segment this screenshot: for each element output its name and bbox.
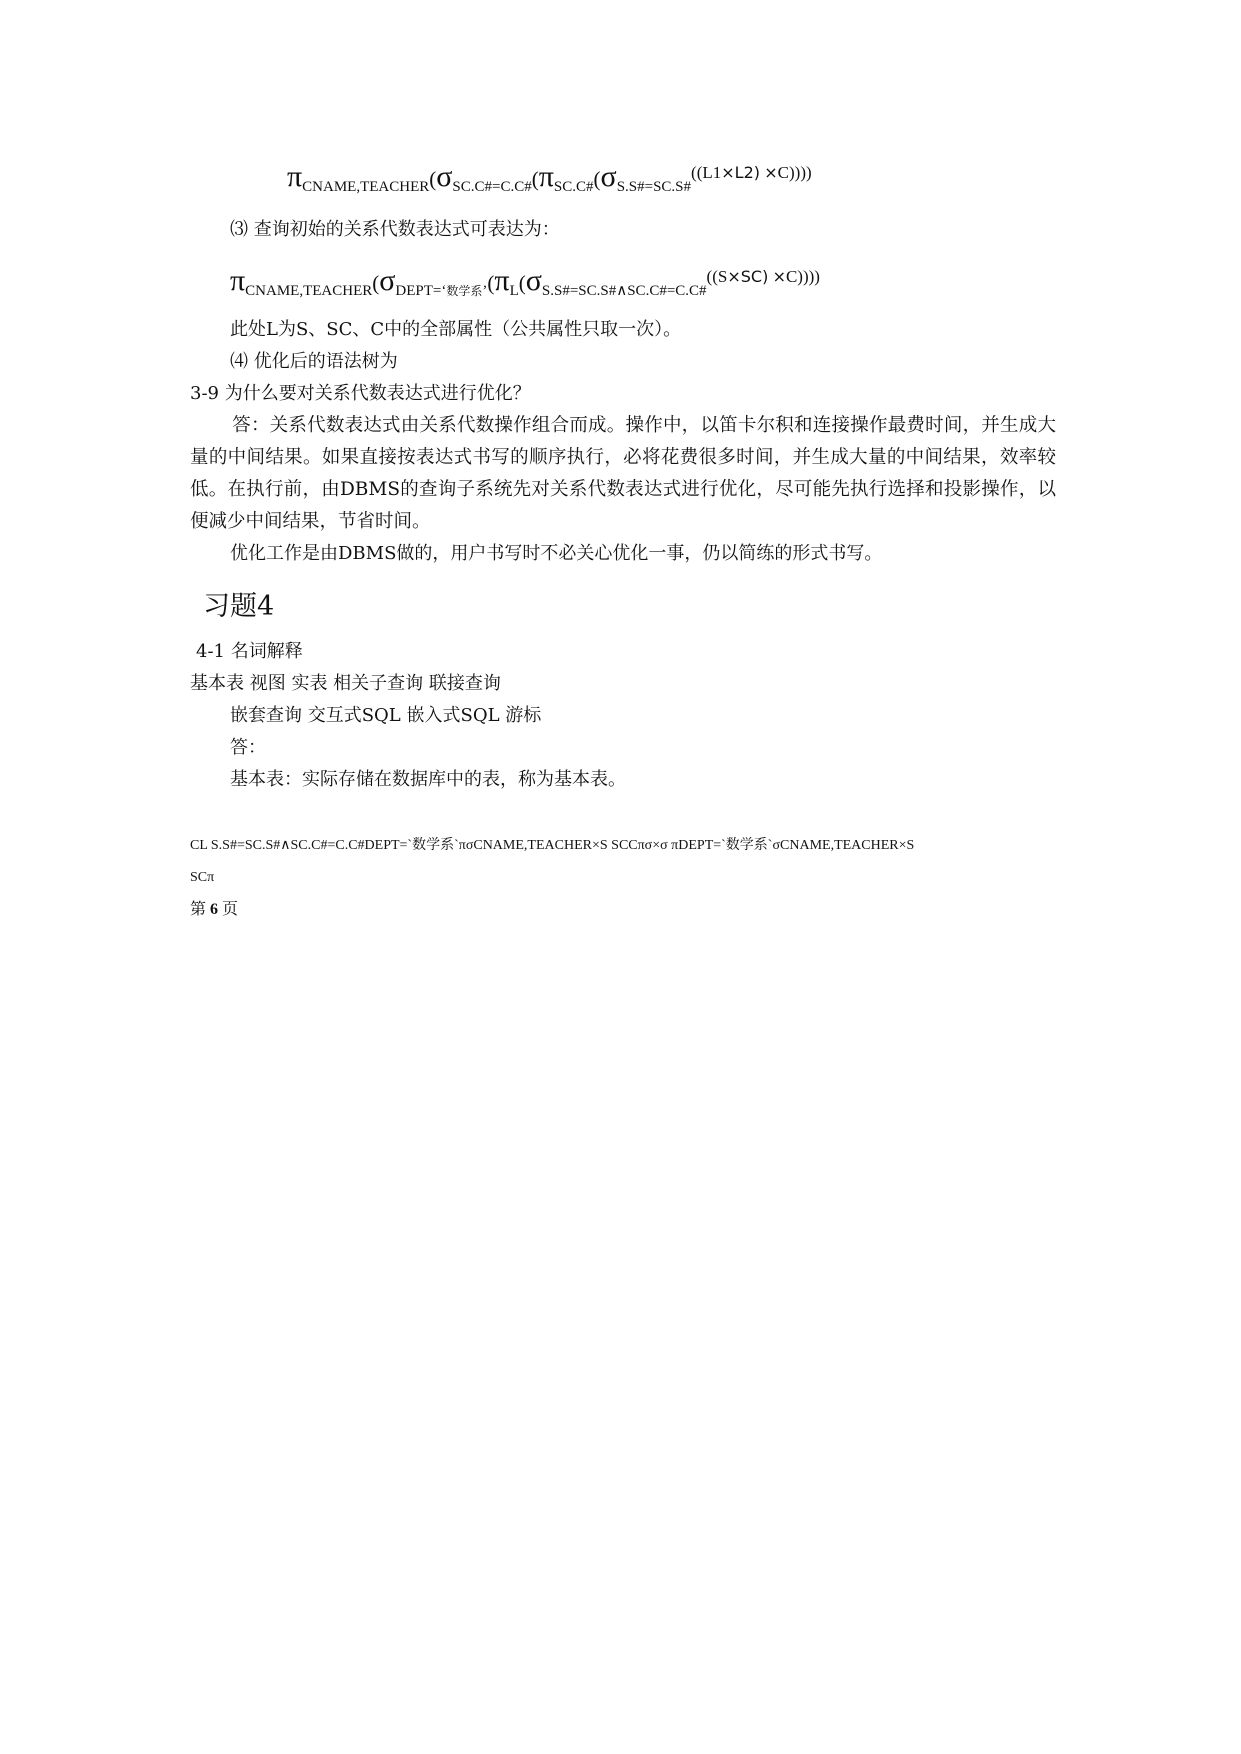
- pi-symbol: π: [494, 264, 510, 297]
- section-heading-exercise-4: 习题4: [203, 591, 275, 622]
- pi-symbol: π: [230, 264, 246, 297]
- formula-operand: ((S×SC) ×C)))): [706, 267, 820, 286]
- projection-attributes: CNAME,TEACHER: [302, 179, 430, 195]
- terms-list-2: 嵌套查询 交互式SQL 嵌入式SQL 游标: [230, 705, 542, 726]
- page-prefix: 第: [190, 901, 207, 918]
- selection-condition: SC.C#=C.C#: [452, 179, 532, 195]
- item-3-text: ⑶ 查询初始的关系代数表达式可表达为：: [230, 219, 560, 240]
- paren: (: [429, 167, 437, 191]
- pi-symbol: π: [538, 160, 554, 193]
- answer-3-9-paragraph-2: 优化工作是由DBMS做的，用户书写时不必关心优化一事，仍以简练的形式书写。: [230, 543, 883, 564]
- formula-projection-optimized: [287, 162, 812, 195]
- footer-formula-residue-2: SCπ: [190, 870, 215, 885]
- page-number: [190, 896, 238, 924]
- pi-symbol: π: [287, 160, 303, 193]
- projection-attributes: SC.C#: [553, 179, 594, 195]
- answer-3-9-text-1: 答：关系代数表达式由关系代数操作组合而成。操作中，以笛卡尔积和连接操作最费时间，并生成大量的中间结果。如果直接按表达式书写的顺序执行，必将花费很多时间，并生成大量的中间结果，效率较低。在执行前，由DBMS的查询子系统先对关系代数表达式进行优化，尽可能先执行选择和投影操作，以便减少中间结果，节省时间。: [190, 415, 1056, 532]
- terms-list-1: 基本表 视图 实表 相关子查询 联接查询: [190, 673, 501, 694]
- item-4-text: ⑷ 优化后的语法树为: [230, 351, 398, 372]
- footer-formula-residue: CL S.S#=SC.S#∧SC.C#=C.C#DEPT=`数学系`πσCNAME,TEACHER×S SCCπσ×σ πDEPT=`数学系`σCNAME,TEACHER×S: [190, 838, 915, 853]
- paren: (: [372, 271, 380, 295]
- paren: (: [593, 167, 601, 191]
- answer-label: 答：: [230, 737, 266, 758]
- paren: (: [531, 167, 539, 191]
- selection-condition: DEPT=‘数学系’: [395, 283, 488, 299]
- projection-attributes: L: [509, 283, 519, 299]
- page-suffix: 页: [222, 901, 239, 918]
- projection-attributes: CNAME,TEACHER: [245, 283, 373, 299]
- sigma-symbol: σ: [525, 264, 542, 297]
- selection-condition: S.S#=SC.S#∧SC.C#=C.C#: [541, 283, 707, 299]
- definition-base-table: 基本表：实际存储在数据库中的表，称为基本表。: [230, 769, 626, 790]
- paren: (: [518, 271, 526, 295]
- answer-3-9-paragraph-1: [190, 410, 1056, 538]
- sigma-symbol: σ: [379, 264, 396, 297]
- note-l-attributes: 此处L为S、SC、C中的全部属性（公共属性只取一次）。: [230, 319, 682, 340]
- formula-projection-initial: [230, 266, 820, 299]
- question-3-9: 3-9 为什么要对关系代数表达式进行优化？: [190, 383, 531, 404]
- sigma-symbol: σ: [600, 160, 617, 193]
- page-number-value: 6: [210, 901, 219, 918]
- formula-operand: ((L1×L2) ×C)))): [691, 163, 812, 182]
- selection-condition: S.S#=SC.S#: [616, 179, 692, 195]
- sigma-symbol: σ: [436, 160, 453, 193]
- question-4-1: 4-1 名词解释: [196, 641, 303, 662]
- paren: (: [487, 271, 495, 295]
